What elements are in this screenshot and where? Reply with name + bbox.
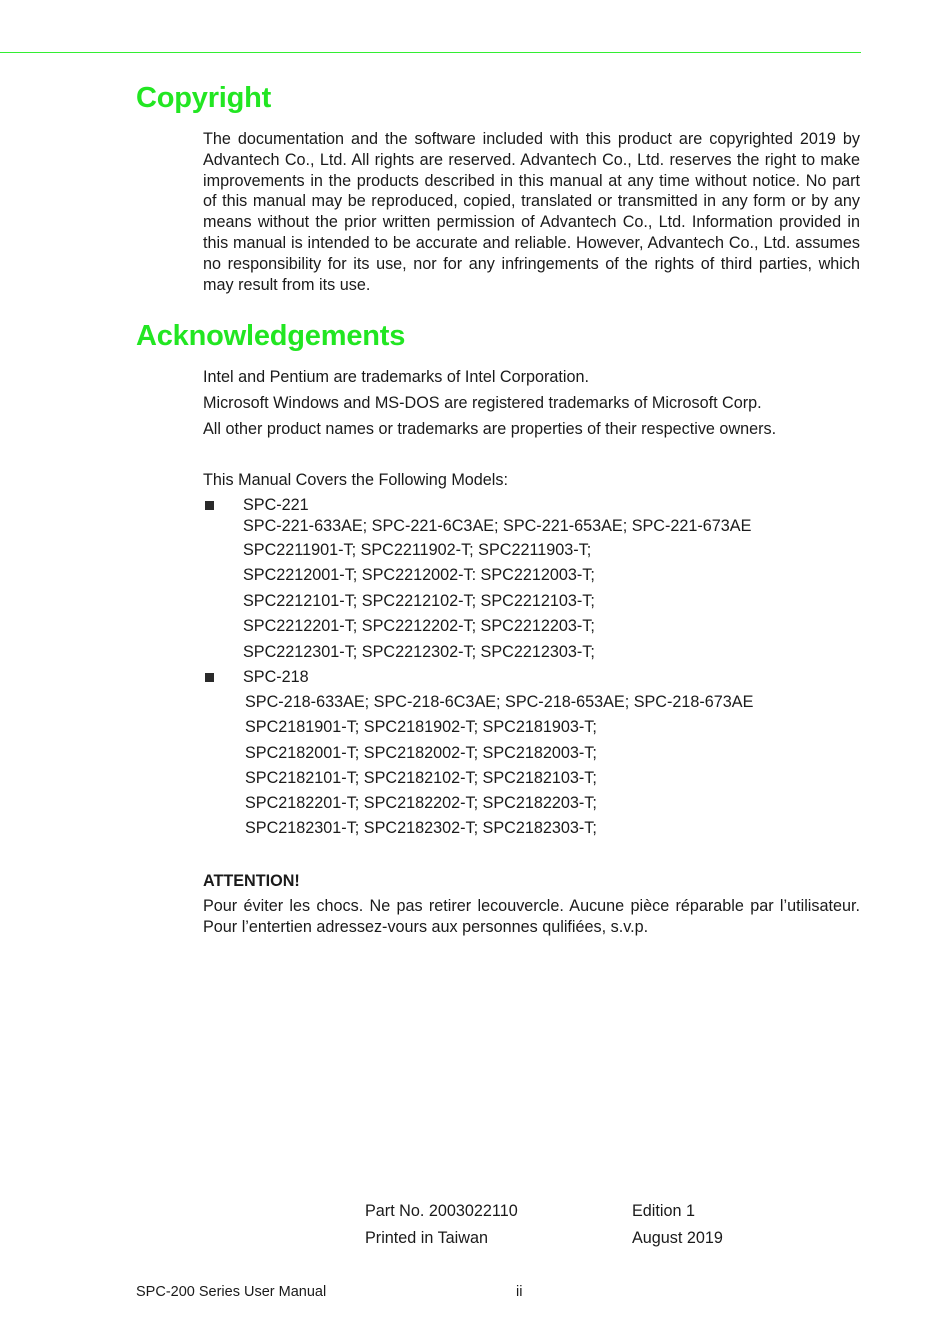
footer-page-number: ii	[516, 1284, 523, 1300]
ack-line-other: All other product names or trademarks are properties of their respective owners.	[203, 420, 777, 438]
attention-title: ATTENTION!	[203, 872, 300, 890]
bullet-icon	[205, 501, 214, 510]
edition: Edition 1	[632, 1202, 695, 1220]
model-line: SPC2212101-T; SPC2212102-T; SPC2212103-T;	[243, 592, 595, 610]
model-line: SPC2211901-T; SPC2211902-T; SPC2211903-T;	[243, 541, 592, 559]
model-line: SPC2212301-T; SPC2212302-T; SPC2212303-T;	[243, 643, 595, 661]
model-group-name: SPC-221	[243, 496, 309, 514]
part-number: Part No. 2003022110	[365, 1202, 518, 1220]
attention-text: Pour éviter les chocs. Ne pas retirer lecouvercle. Aucune pièce réparable par l’utilisateur. Pour l’entertien adressez-vours aux personnes qulifiées, s.v.p.	[203, 897, 860, 936]
copyright-heading: Copyright	[136, 82, 272, 114]
model-line: SPC2182101-T; SPC2182102-T; SPC2182103-T;	[245, 769, 597, 787]
model-line: SPC2182001-T; SPC2182002-T; SPC2182003-T;	[245, 744, 597, 762]
acknowledgements-heading: Acknowledgements	[136, 320, 406, 352]
model-line: SPC2212201-T; SPC2212202-T; SPC2212203-T;	[243, 617, 595, 635]
model-line: SPC2182301-T; SPC2182302-T; SPC2182303-T;	[245, 819, 597, 837]
model-line: SPC2212001-T; SPC2212002-T: SPC2212003-T;	[243, 566, 595, 584]
bullet-icon	[205, 673, 214, 682]
model-line: SPC-218-633AE; SPC-218-6C3AE; SPC-218-653AE; SPC-218-673AE	[245, 693, 754, 711]
printed-in: Printed in Taiwan	[365, 1229, 488, 1247]
ack-line-intel: Intel and Pentium are trademarks of Intel Corporation.	[203, 368, 590, 386]
models-intro: This Manual Covers the Following Models:	[203, 471, 508, 489]
publication-date: August 2019	[632, 1229, 723, 1247]
model-line: SPC2181901-T; SPC2181902-T; SPC2181903-T;	[245, 718, 597, 736]
ack-line-microsoft: Microsoft Windows and MS-DOS are registered trademarks of Microsoft Corp.	[203, 394, 762, 412]
copyright-text: The documentation and the software included with this product are copyrighted 2019 by Advantech Co., Ltd. All rights are reserved. Advantech Co., Ltd. reserves the right to make improvements in the products described in this manual at any time without notice. No part of this manual may be reproduced, copied, translated or transmitted in any form or by any means without the prior written permission of Advantech Co., Ltd. Information provided in this manual is intended to be accurate and reliable. However, Advantech Co., Ltd. assumes no responsibility for its use, nor for any infringements of the rights of third parties, which may result from its use.	[203, 130, 860, 294]
model-line: SPC2182201-T; SPC2182202-T; SPC2182203-T;	[245, 794, 597, 812]
model-line: SPC-221-633AE; SPC-221-6C3AE; SPC-221-653AE; SPC-221-673AE	[243, 517, 752, 535]
footer-manual-title: SPC-200 Series User Manual	[136, 1284, 327, 1300]
model-group-name: SPC-218	[243, 668, 309, 686]
header-rule	[0, 52, 861, 53]
